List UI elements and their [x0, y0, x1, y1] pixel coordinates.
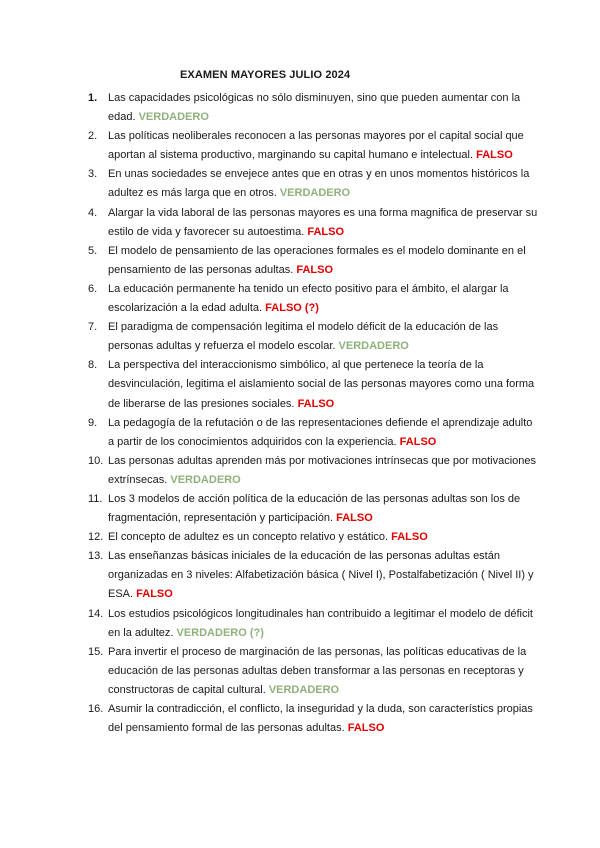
question-body [108, 605, 538, 643]
answer-label: VERDADERO [338, 340, 409, 353]
page-title: EXAMEN MAYORES JULIO 2024 [180, 69, 351, 81]
question-number: 14. [88, 607, 104, 620]
question-text: Para invertir el proceso de marginación de las personas, las políticas educativas de la educación de las personas adultas deben transformar a las personas en receptoras y constructoras de capital cultural. [108, 645, 527, 696]
question-body [108, 356, 538, 413]
question-body [108, 204, 538, 242]
question-text: Los estudios psicológicos longitudinales han contribuido a legitimar el modelo de déficit en la adultez. [108, 607, 533, 639]
question-item [88, 280, 538, 318]
question-item [88, 242, 538, 280]
question-body [108, 280, 538, 318]
answer-label: FALSO [307, 225, 344, 238]
question-text: Las capacidades psicológicas no sólo disminuyen, sino que pueden aumentar con la edad. [108, 92, 521, 124]
question-number: 16. [88, 703, 104, 715]
question-item [88, 605, 538, 643]
question-item [88, 452, 538, 490]
answer-label: FALSO [336, 512, 373, 525]
question-number: 8. [88, 359, 98, 372]
question-number: 6. [88, 282, 98, 295]
question-item [88, 528, 538, 547]
question-item [88, 547, 538, 604]
question-number: 3. [88, 168, 98, 181]
question-text: La educación permanente ha tenido un efecto positivo para el ámbito, el alargar la escolarización a la edad adulta. [108, 282, 509, 315]
question-item [88, 127, 538, 165]
question-item [88, 318, 538, 356]
question-item [88, 490, 538, 528]
question-body [108, 318, 538, 356]
answer-label: VERDADERO [170, 473, 241, 486]
question-number: 5. [88, 244, 98, 257]
question-text: Alargar la vida laboral de las personas mayores es una forma magnifica de preservar su estilo de vida y favorecer su autoestima. [108, 206, 538, 238]
question-body [108, 547, 538, 604]
answer-label: FALSO [476, 149, 513, 162]
answer-label: VERDADERO (?) [176, 626, 264, 639]
question-number: 15. [88, 645, 104, 658]
question-number: 12. [88, 531, 104, 544]
question-text: Los 3 modelos de acción política de la educación de las personas adultas son los de fragmentación, representación y participación. [108, 492, 521, 525]
question-item [88, 356, 538, 413]
answer-label: FALSO [297, 397, 335, 410]
question-number: 7. [88, 321, 98, 334]
question-text: El paradigma de compensación legitima el modelo déficit de la educación de las personas adultas y refuerza el modelo escolar. [108, 321, 499, 353]
question-text: Las enseñanzas básicas iniciales de la educación de las personas adultas están organizadas en 3 niveles: Alfabetización básica ( Nivel I), Postalfabetización ( Nivel II) y ESA. [108, 550, 534, 601]
answer-label: FALSO (?) [265, 302, 319, 315]
question-text: En unas sociedades se envejece antes que en otras y en unos momentos históricos la adultez es más larga que en otros. [108, 168, 530, 200]
question-text: La pedagogía de la refutación o de las representaciones defiende el aprendizaje adulto a partir de los conocimientos adquiridos con la experiencia. [108, 416, 533, 448]
question-item [88, 165, 538, 203]
question-number: 13. [88, 550, 104, 563]
answer-label: FALSO [136, 588, 173, 601]
question-item [88, 700, 538, 738]
question-number: 2. [88, 130, 98, 143]
question-body [108, 165, 538, 203]
question-body [108, 127, 538, 165]
question-number: 11. [88, 492, 103, 505]
answer-label: VERDADERO [279, 187, 351, 200]
question-text: La perspectiva del interaccionismo simbólico, al que pertenece la teoría de la desvinculación, legitima el aislamiento social de las personas mayores como una forma de liberarse de las presiones sociales. [108, 359, 535, 410]
question-item [88, 89, 538, 127]
question-item [88, 204, 538, 242]
question-body [108, 452, 538, 490]
answer-label: VERDADERO [138, 111, 209, 124]
question-number: 4. [88, 206, 98, 219]
question-body [108, 89, 538, 127]
question-item [88, 643, 538, 700]
question-number: 1. [88, 92, 98, 104]
question-body [108, 490, 538, 528]
answer-label: FALSO [347, 722, 385, 735]
answer-label: FALSO [296, 263, 334, 276]
question-list [88, 89, 538, 738]
question-body [108, 242, 538, 280]
question-number: 9. [88, 416, 98, 429]
answer-label: FALSO [391, 531, 428, 544]
question-body [108, 528, 538, 547]
question-item [88, 414, 538, 452]
question-body [108, 700, 538, 738]
question-text: Asumir la contradicción, el conflicto, la inseguridad y la duda, son característics propias del pensamiento formal de las personas adultas. [108, 703, 533, 735]
question-text: El concepto de adultez es un concepto relativo y estático. [108, 531, 389, 544]
question-number: 10. [88, 454, 104, 467]
question-text: Las políticas neoliberales reconocen a las personas mayores por el capital social que aportan al sistema productivo, marginando su capital humano e intelectual. [108, 130, 524, 162]
question-body [108, 643, 538, 700]
question-text: Las personas adultas aprenden más por motivaciones intrínsecas que por motivaciones extrínsecas. [108, 454, 537, 486]
question-text: El modelo de pensamiento de las operaciones formales es el modelo dominante en el pensamiento de las personas adultas. [108, 244, 526, 276]
answer-label: VERDADERO [268, 683, 340, 696]
answer-label: FALSO [399, 435, 437, 448]
question-body [108, 414, 538, 452]
